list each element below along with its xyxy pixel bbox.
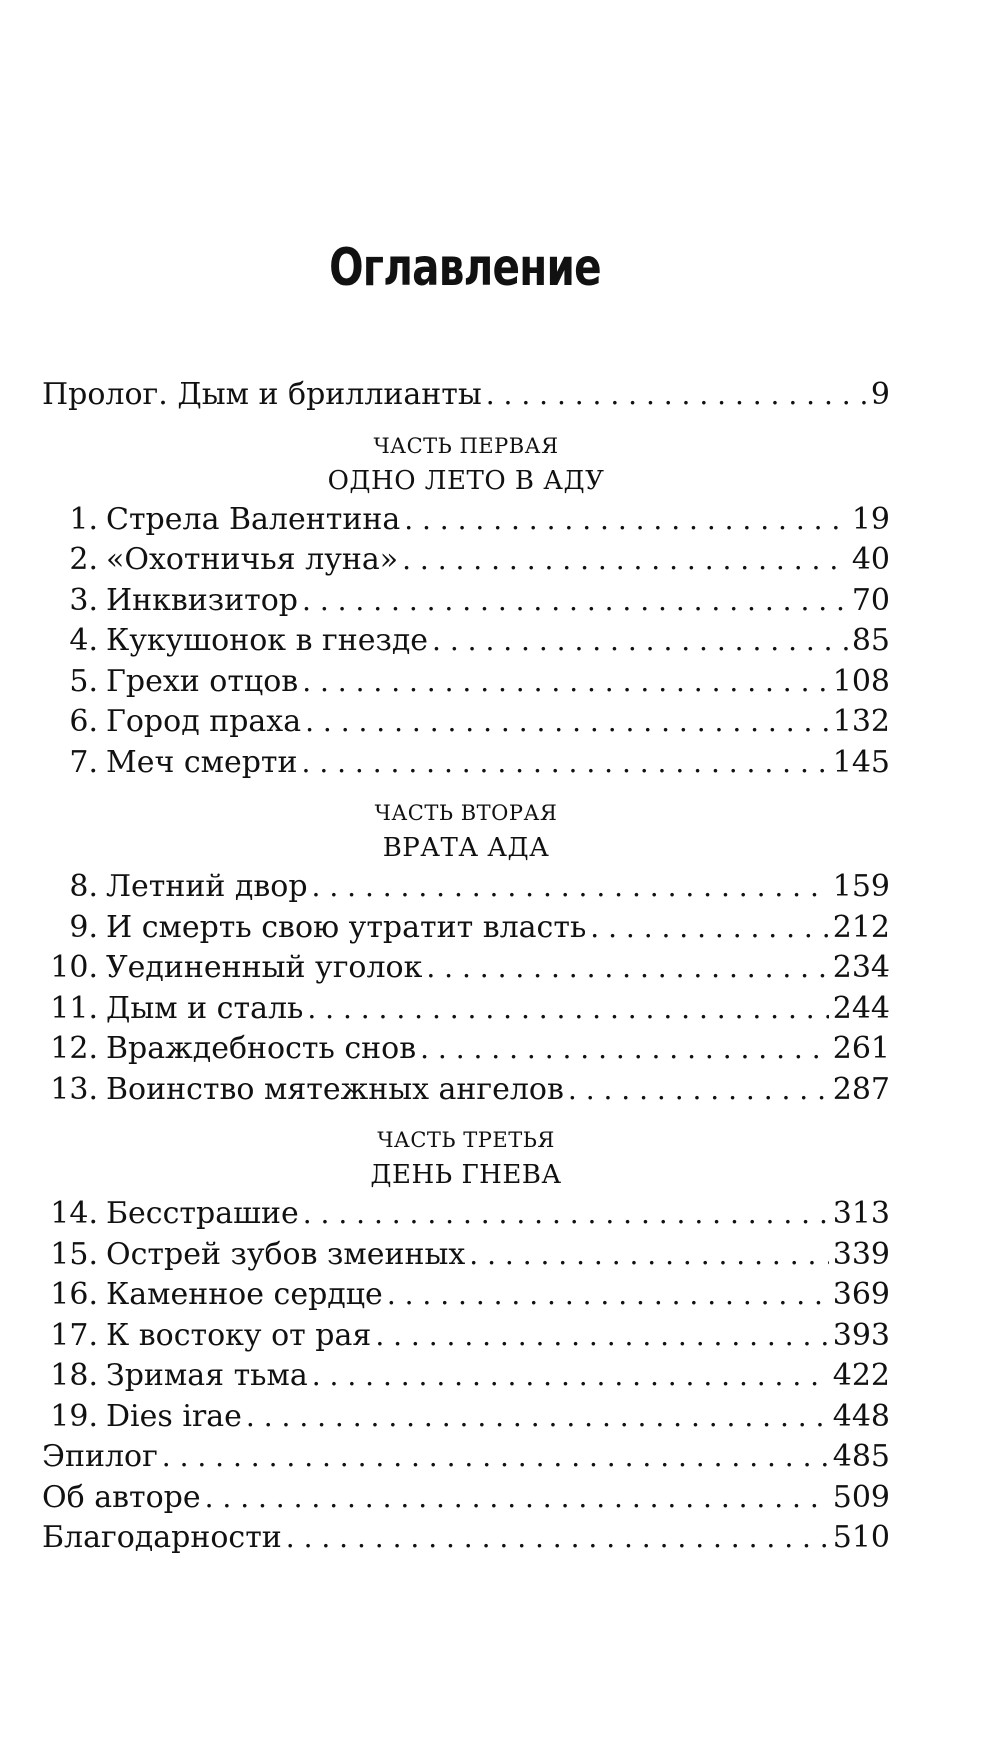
toc-entry-about-author[interactable] xyxy=(42,1478,890,1519)
dot-leader xyxy=(286,1518,829,1559)
chapter-title: Дым и сталь xyxy=(106,990,304,1026)
chapter-title: Бесстрашие xyxy=(106,1196,299,1231)
chapter-number: 7. xyxy=(69,744,98,780)
chapter-title: Эпилог xyxy=(42,1439,158,1474)
page-number: 145 xyxy=(832,744,890,780)
chapter-title: Меч смерти xyxy=(106,744,298,780)
toc-entry[interactable] xyxy=(42,662,890,703)
dot-leader xyxy=(590,908,828,949)
toc-entry[interactable] xyxy=(42,1194,890,1235)
page-number: 422 xyxy=(832,1358,890,1393)
chapter-number: 16. xyxy=(50,1277,98,1312)
chapter-title: Пролог. Дым и бриллианты xyxy=(42,377,482,412)
page-title: Оглавление xyxy=(329,238,601,298)
chapter-title: Зримая тьма xyxy=(106,1358,308,1393)
toc-entry[interactable] xyxy=(42,702,890,743)
chapter-title: Каменное сердце xyxy=(106,1277,383,1312)
chapter-title: Летний двор xyxy=(106,869,308,904)
toc-entry[interactable] xyxy=(42,908,890,949)
chapter-title: Город праха xyxy=(106,704,302,739)
page-number: 510 xyxy=(832,1520,890,1555)
chapter-number: 3. xyxy=(69,582,98,618)
page-number: 339 xyxy=(832,1236,890,1272)
toc-entry[interactable] xyxy=(42,1070,890,1111)
page-number: 261 xyxy=(832,1031,890,1066)
page-number: 19 xyxy=(851,501,890,537)
chapter-title: Dies irae xyxy=(106,1398,242,1434)
dot-leader xyxy=(402,540,848,581)
part-heading-2 xyxy=(42,797,890,867)
part-heading-1 xyxy=(42,430,890,500)
dot-leader xyxy=(302,662,829,703)
dot-leader xyxy=(246,1397,829,1438)
dot-leader xyxy=(387,1275,829,1316)
toc-entry[interactable] xyxy=(42,989,890,1030)
page-number: 9 xyxy=(870,377,890,412)
dot-leader xyxy=(307,989,828,1030)
chapter-number: 1. xyxy=(69,501,98,537)
chapter-title: Инквизитор xyxy=(106,582,299,618)
part-name: ВРАТА АДА xyxy=(382,833,550,863)
chapter-number: 6. xyxy=(69,704,98,739)
dot-leader xyxy=(375,1316,828,1357)
chapter-number: 4. xyxy=(69,623,98,658)
toc-entry[interactable] xyxy=(42,1356,890,1397)
chapter-number: 13. xyxy=(50,1071,98,1107)
toc-entry[interactable] xyxy=(42,1316,890,1357)
chapter-title: Стрела Валентина xyxy=(106,501,401,537)
chapter-number: 17. xyxy=(50,1317,98,1353)
page-number: 212 xyxy=(832,909,890,945)
chapter-number: 11. xyxy=(50,990,98,1026)
dot-leader xyxy=(420,1029,829,1070)
toc-entry-acknowledgements[interactable] xyxy=(42,1518,890,1559)
dot-leader xyxy=(432,621,848,662)
part-label: ЧАСТЬ ПЕРВАЯ xyxy=(373,433,559,458)
chapter-title: Острей зубов змеиных xyxy=(106,1236,466,1272)
toc-entry[interactable] xyxy=(42,540,890,581)
part-label: ЧАСТЬ ТРЕТЬЯ xyxy=(377,1128,555,1152)
dot-leader xyxy=(312,1356,829,1397)
dot-leader xyxy=(568,1070,829,1111)
toc-entry[interactable] xyxy=(42,500,890,541)
part-label: ЧАСТЬ ВТОРАЯ xyxy=(374,801,558,825)
dot-leader xyxy=(469,1235,828,1276)
chapter-title: Воинство мятежных ангелов xyxy=(106,1071,564,1107)
page-number: 313 xyxy=(832,1196,890,1231)
chapter-number: 5. xyxy=(69,663,98,699)
page-number: 108 xyxy=(832,663,890,699)
chapter-number: 19. xyxy=(50,1398,98,1434)
chapter-title: И смерть свою утратит власть xyxy=(106,909,587,945)
part-name: ОДНО ЛЕТО В АДУ xyxy=(327,465,605,496)
chapter-number: 12. xyxy=(50,1031,98,1066)
toc-entry[interactable] xyxy=(42,1235,890,1276)
page-number: 244 xyxy=(832,990,890,1026)
page-number: 40 xyxy=(851,542,890,577)
page-number: 369 xyxy=(832,1277,890,1312)
dot-leader xyxy=(303,1194,829,1235)
chapter-title: Об авторе xyxy=(42,1479,201,1515)
dot-leader xyxy=(302,581,848,622)
chapter-title: Кукушонок в гнезде xyxy=(106,623,429,658)
dot-leader xyxy=(404,500,848,541)
page-number: 85 xyxy=(851,623,890,658)
dot-leader xyxy=(426,948,828,989)
chapter-number: 18. xyxy=(50,1358,98,1393)
page-number: 509 xyxy=(832,1479,890,1515)
chapter-number: 8. xyxy=(69,869,98,904)
part-heading-3 xyxy=(42,1124,890,1194)
page-number: 485 xyxy=(832,1439,890,1474)
chapter-title: Благодарности xyxy=(42,1520,282,1555)
toc-entry[interactable] xyxy=(42,1397,890,1438)
dot-leader xyxy=(305,702,829,743)
chapter-number: 2. xyxy=(69,542,98,577)
toc-entry-prologue[interactable] xyxy=(42,375,890,416)
part-name: ДЕНЬ ГНЕВА xyxy=(370,1160,562,1190)
chapter-title: Враждебность снов xyxy=(106,1031,417,1066)
toc-entry[interactable] xyxy=(42,1029,890,1070)
chapter-number: 9. xyxy=(69,909,98,945)
toc-entry-epilogue[interactable] xyxy=(42,1437,890,1478)
page-number: 159 xyxy=(832,869,890,904)
dot-leader xyxy=(162,1437,829,1478)
page-number: 132 xyxy=(832,704,890,739)
toc-entry[interactable] xyxy=(42,621,890,662)
chapter-number: 10. xyxy=(50,950,98,985)
page-number: 287 xyxy=(832,1071,890,1107)
chapter-title: «Охотничья луна» xyxy=(106,542,399,577)
page-number: 448 xyxy=(832,1398,890,1434)
chapter-title: Уединенный уголок xyxy=(106,950,423,985)
dot-leader xyxy=(312,867,829,908)
table-of-contents xyxy=(42,375,890,1559)
toc-entry[interactable] xyxy=(42,581,890,622)
chapter-title: Грехи отцов xyxy=(106,663,299,699)
chapter-number: 14. xyxy=(50,1196,98,1231)
page-number: 393 xyxy=(832,1317,890,1353)
chapter-title: К востоку от рая xyxy=(106,1317,372,1353)
toc-entry[interactable] xyxy=(42,948,890,989)
toc-entry[interactable] xyxy=(42,1275,890,1316)
dot-leader xyxy=(486,375,867,416)
dot-leader xyxy=(205,1478,829,1519)
toc-entry[interactable] xyxy=(42,867,890,908)
page-number: 234 xyxy=(832,950,890,985)
dot-leader xyxy=(302,743,829,784)
chapter-number: 15. xyxy=(50,1236,98,1272)
toc-entry[interactable] xyxy=(42,743,890,784)
page-number: 70 xyxy=(851,582,890,618)
